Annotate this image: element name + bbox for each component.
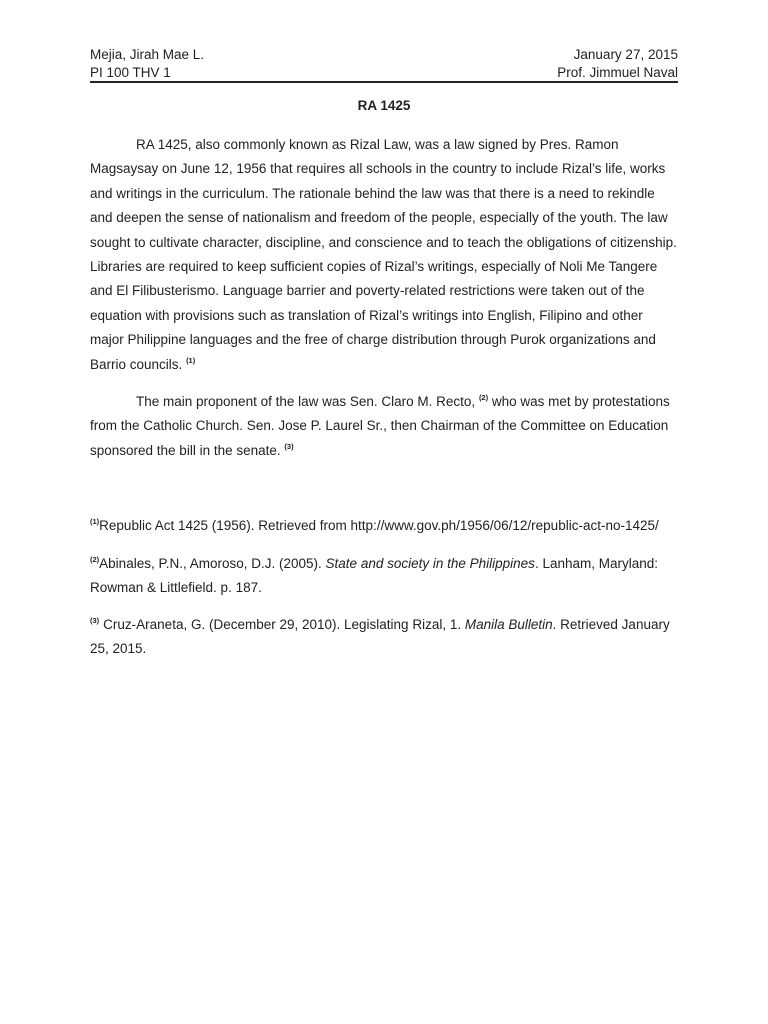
paragraph-2-text-b: who was met by protestations from the Catholic Church. Sen. Jose P. Laurel Sr., then Chairman of the Committee on Education sponsored the bill in the senate.	[90, 394, 670, 458]
document-title: RA 1425	[357, 98, 411, 113]
reference-3	[90, 613, 678, 662]
reference-3-text-after: . Retrieved January 25, 2015.	[90, 617, 670, 657]
header-row-2	[90, 64, 678, 82]
reference-3-number: (3)	[90, 616, 100, 625]
paragraph-1-text: RA 1425, also commonly known as Rizal Law, was a law signed by Pres. Ramon Magsaysay on June 12, 1956 that requires all schools in the country to include Rizal’s life, works and writings in the curriculum. The rationale behind the law was that there is a need to rekindle and deepen the sense of nationalism and freedom of the people, especially of the youth. The law sought to cultivate character, discipline, and conscience and to teach the obligations of citizenship. Libraries are required to keep sufficient copies of Rizal’s writings, especially of Noli Me Tangere and El Filibusterismo. Language barrier and poverty-related restrictions were taken out of the equation with provisions such as translation of Rizal’s writings into English, Filipino and other major Philippine languages and the free of charge distribution through Purok organizations and Barrio councils.	[90, 137, 677, 372]
footnote-marker-1: (1)	[186, 355, 196, 365]
reference-1-text: Republic Act 1425 (1956). Retrieved from http://www.gov.ph/1956/06/12/republic-act-no-1425/	[99, 518, 659, 533]
professor-name: Prof. Jimmuel Naval	[557, 65, 678, 80]
body-paragraph-1	[90, 133, 678, 377]
paragraph-2-text-a: The main proponent of the law was Sen. Claro M. Recto,	[136, 394, 476, 409]
reference-2-text: Abinales, P.N., Amoroso, D.J. (2005).	[99, 556, 322, 571]
author-name: Mejia, Jirah Mae L.	[90, 47, 205, 62]
reference-3-title: Manila Bulletin	[464, 617, 553, 632]
footnote-marker-2: (2)	[478, 393, 489, 402]
reference-2-text-after: . Lanham, Maryland: Rowman & Littlefield. p. 187.	[90, 556, 658, 596]
reference-1	[90, 514, 678, 538]
header-divider	[90, 81, 678, 83]
reference-2	[90, 552, 678, 601]
document-header	[90, 46, 678, 82]
reference-1-number: (1)	[90, 517, 100, 526]
body-paragraph-2	[90, 390, 678, 463]
reference-3-text: Cruz-Araneta, G. (December 29, 2010). Legislating Rizal, 1.	[103, 617, 462, 632]
footnote-marker-3: (3)	[284, 441, 294, 451]
header-row-1	[90, 46, 678, 64]
reference-2-title: State and society in the Philippines	[325, 556, 535, 571]
course-code: PI 100 THV 1	[90, 65, 171, 80]
document-date: January 27, 2015	[573, 47, 678, 62]
reference-2-number: (2)	[90, 555, 100, 564]
